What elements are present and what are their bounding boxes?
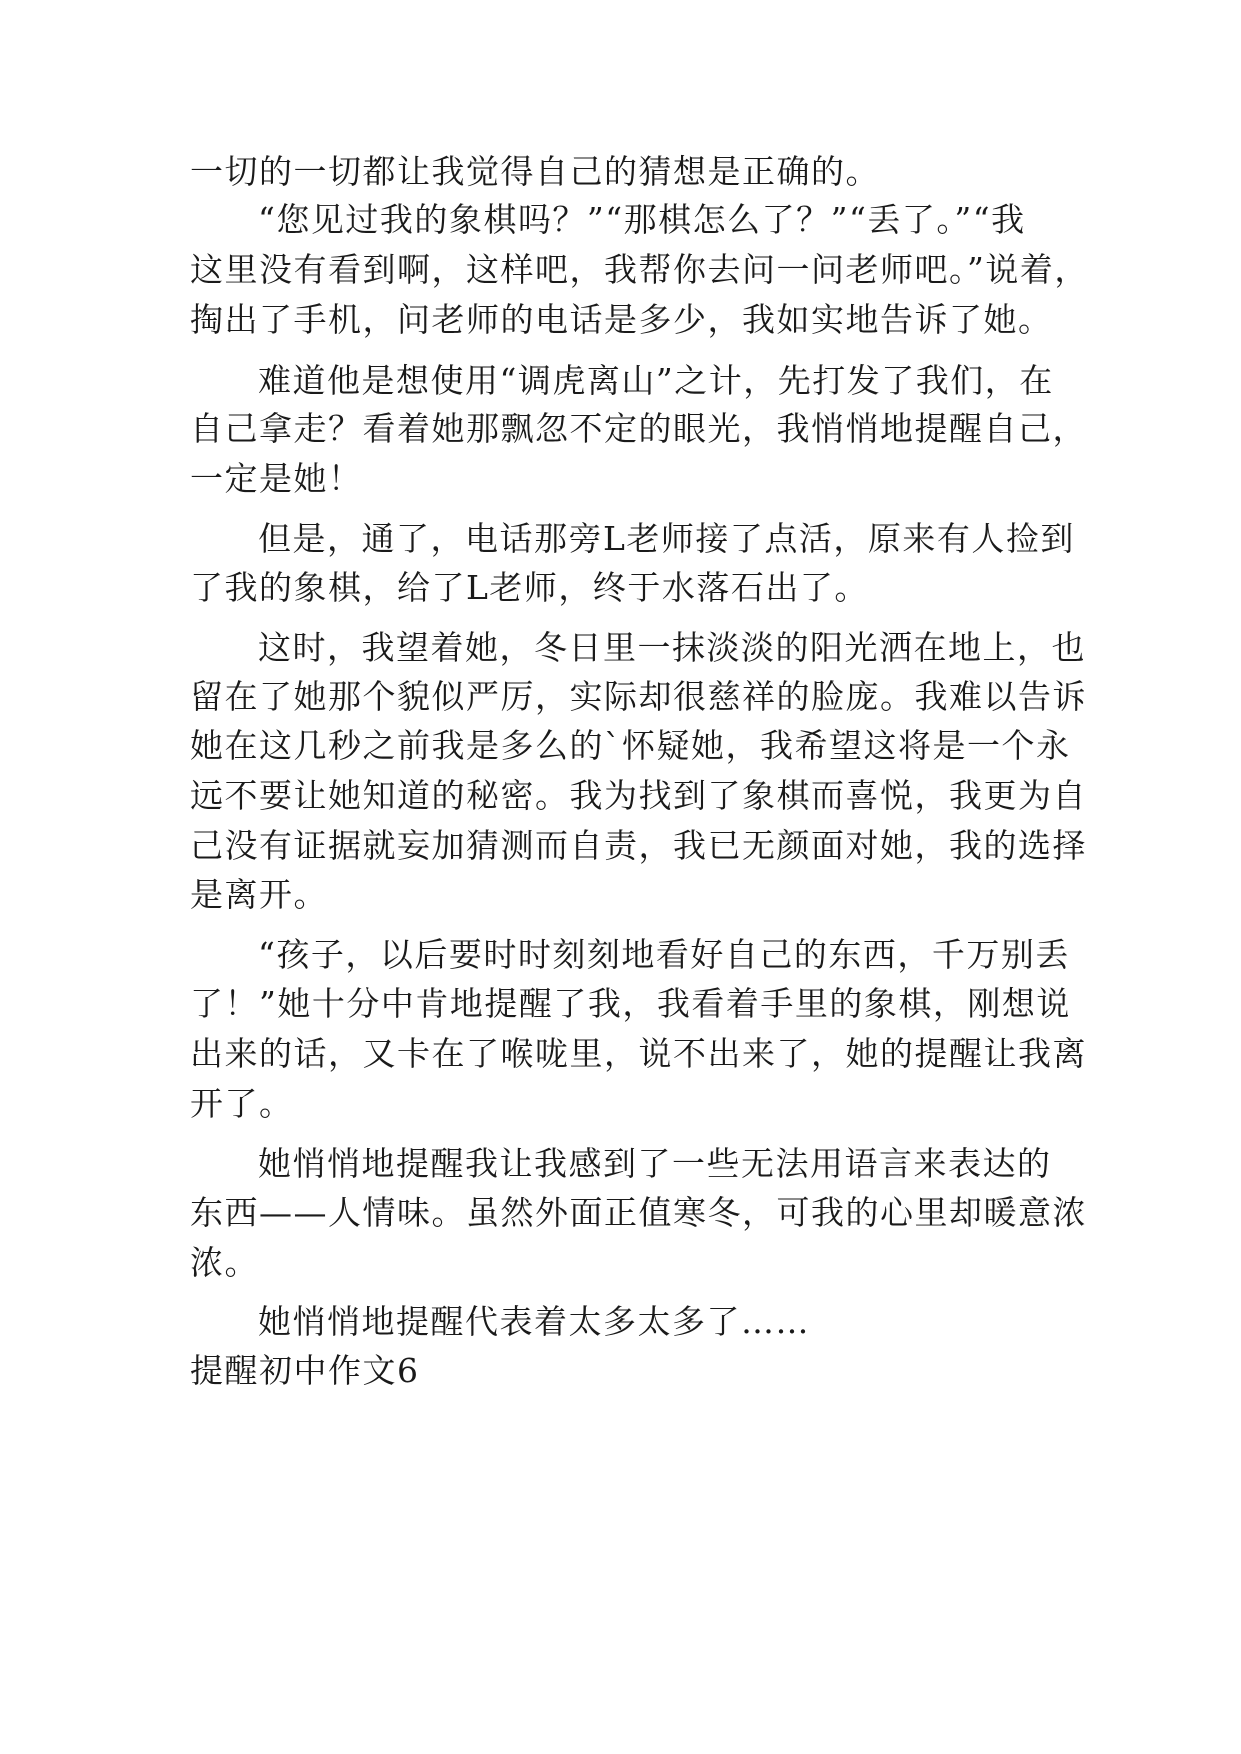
text-line: 了！”她十分中肯地提醒了我，我看着手里的象棋，刚想说: [190, 984, 1071, 1023]
text-line: 是离开。: [190, 875, 328, 914]
text-line: 了我的象棋，给了L老师，终于水落石出了。: [190, 568, 869, 607]
text-line: 这时，我望着她，冬日里一抹淡淡的阳光洒在地上，也: [258, 628, 1086, 667]
text-line: 这里没有看到啊，这样吧，我帮你去问一问老师吧。”说着，: [190, 250, 1089, 289]
text-line: 自己拿走？看着她那飘忽不定的眼光，我悄悄地提醒自己，: [190, 409, 1087, 448]
text-line: 难道他是想使用“调虎离山”之计，先打发了我们，在: [258, 361, 1054, 400]
text-line: 东西——人情味。虽然外面正值寒冬，可我的心里却暖意浓: [190, 1193, 1087, 1232]
text-line: 一定是她！: [190, 459, 363, 498]
text-line: 她悄悄地提醒我让我感到了一些无法用语言来表达的: [258, 1144, 1052, 1183]
text-line: “您见过我的象棋吗？”“那棋怎么了？”“丢了。”“我: [258, 200, 1026, 239]
text-line: 她在这几秒之前我是多么的`怀疑她，我希望这将是一个永: [190, 726, 1071, 765]
text-line: 她悄悄地提醒代表着太多太多了……: [258, 1302, 810, 1341]
text-line: 远不要让她知道的秘密。我为找到了象棋而喜悦，我更为自: [190, 776, 1087, 815]
text-line: 出来的话，又卡在了喉咙里，说不出来了，她的提醒让我离: [190, 1034, 1087, 1073]
text-line: 掏出了手机，问老师的电话是多少，我如实地告诉了她。: [190, 300, 1053, 339]
text-line: 留在了她那个貌似严厉，实际却很慈祥的脸庞。我难以告诉: [190, 677, 1087, 716]
text-line: 但是，通了，电话那旁L老师接了点活，原来有人捡到: [258, 519, 1075, 558]
text-line: 己没有证据就妄加猜测而自责，我已无颜面对她，我的选择: [190, 826, 1087, 865]
text-line: 开了。: [190, 1084, 294, 1123]
text-line: “孩子，以后要时时刻刻地看好自己的东西，千万别丢: [258, 935, 1070, 974]
section-heading: 提醒初中作文6: [190, 1351, 420, 1390]
text-line: 一切的一切都让我觉得自己的猜想是正确的。: [190, 152, 880, 191]
text-line: 浓。: [190, 1243, 259, 1282]
